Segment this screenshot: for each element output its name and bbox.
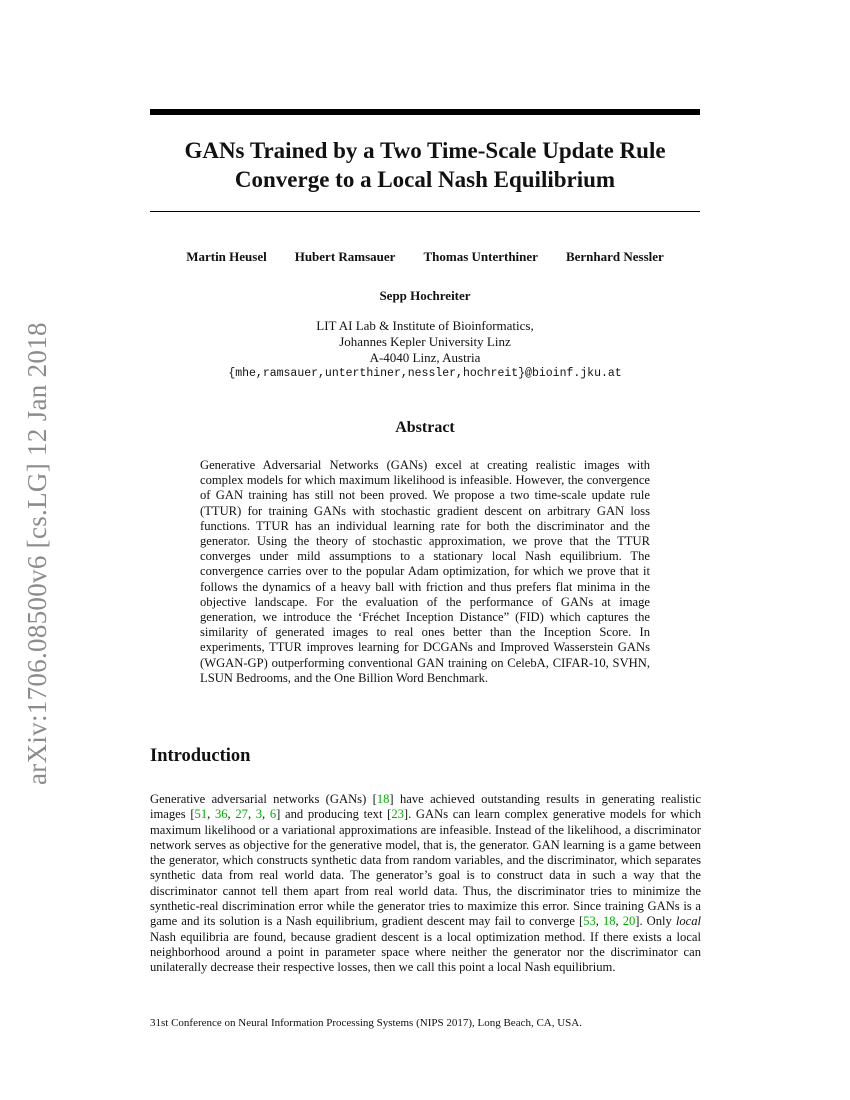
intro-text: ] and producing text [ — [276, 807, 392, 822]
citation-link[interactable]: 51 — [194, 807, 208, 822]
title-top-rule — [150, 109, 700, 115]
author-name: Bernhard Nessler — [565, 249, 664, 264]
citation-link[interactable]: 3 — [255, 807, 263, 822]
intro-text: Nash equilibria are found, because gradient descent is a local optimization method. If there exists a local neighborhood around a point in parameter space where neither the generator nor the discriminator can unilaterally decrease their respective losses, then we call this point a local Nash equilibrium. — [150, 929, 701, 975]
author-name: Sepp Hochreiter — [379, 288, 471, 303]
author-list — [150, 249, 700, 265]
title-line-2: Converge to a Local Nash Equilibrium — [234, 167, 616, 192]
citation-link[interactable]: 27 — [235, 807, 248, 822]
citation-link[interactable]: 18 — [376, 792, 390, 806]
abstract-heading: Abstract — [395, 419, 455, 436]
author-name: Thomas Unterthiner — [423, 249, 538, 264]
conference-footnote: 31st Conference on Neural Information Processing Systems (NIPS 2017), Long Beach, CA, USA. — [150, 1017, 582, 1029]
citation-link[interactable]: 20 — [622, 914, 636, 929]
affiliation-line: LIT AI Lab & Institute of Bioinformatics, — [316, 318, 534, 333]
introduction-paragraph — [150, 792, 701, 976]
intro-text: , — [227, 807, 236, 822]
citation-link[interactable]: 53 — [583, 914, 596, 929]
intro-text: , — [247, 807, 256, 822]
title-line-1: GANs Trained by a Two Time-Scale Update Rule — [184, 138, 666, 163]
intro-text: , — [207, 807, 215, 822]
title-bottom-rule — [150, 211, 700, 212]
citation-link[interactable]: 23 — [391, 807, 404, 822]
intro-text: ]. GANs can learn complex generative models for which maximum likelihood or a variational approximations are infeasible. Instead of the likelihood, a discriminator network serves as objective for the generative model, that is, the generator. GAN learning is a game between the generator, which constructs synthetic data from random variables, and the discriminator, which separates synthetic data from real world data. The generator’s goal is to construct data in such a way that the discriminator cannot tell them apart from real world data. Thus, the discriminator tries to minimize the synthetic-real discrimination error while the generator tries to maximize this error. Since training GANs is a game and its solution is a Nash equilibrium, gradient descent may fail to converge [ — [150, 807, 702, 929]
paper-title — [150, 136, 700, 194]
affiliation-line: A-4040 Linz, Austria — [369, 350, 481, 365]
intro-emphasis: local — [675, 914, 702, 929]
citation-link[interactable]: 6 — [269, 807, 277, 822]
abstract-text: Generative Adversarial Networks (GANs) excel at creating realistic images with complex models for which maximum likelihood is infeasible. However, the convergence of GAN training has still not been proved. We propose a two time-scale update rule (TTUR) for training GANs with stochastic gradient descent on arbitrary GAN loss functions. TTUR has an individual learning rate for both the discriminator and the generator. Using the theory of stochastic approximation, we prove that the TTUR converges under mild assumptions to a stationary local Nash equilibrium. The convergence carries over to the popular Adam optimization, for which we prove that it follows the dynamics of a heavy ball with friction and thus prefers flat minima in the objective landscape. For the evaluation of the performance of GANs at image generation, we introduce the ‘Fréchet Inception Distance” (FID) which captures the similarity of generated images to real ones better than the Inception Score. In experiments, TTUR improves learning for DCGANs and Improved Wasserstein GANs (WGAN-GP) outperforming conventional GAN training on CelebA, CIFAR-10, SVHN, LSUN Bedrooms, and the One Billion Word Benchmark. — [200, 458, 650, 685]
affiliation-line: Johannes Kepler University Linz — [339, 334, 511, 349]
intro-text: Generative adversarial networks (GANs) [ — [150, 792, 377, 806]
intro-text: ] have achieved outstanding results in generating realistic images [ — [150, 792, 701, 822]
intro-text: , — [262, 807, 270, 822]
intro-text: ]. Only — [635, 914, 676, 929]
arxiv-sidebar-stamp: arXiv:1706.08500v6 [cs.LG] 12 Jan 2018 — [22, 322, 52, 785]
intro-text: , — [615, 914, 623, 929]
author-name: Hubert Ramsauer — [294, 249, 396, 264]
citation-link[interactable]: 18 — [602, 914, 616, 929]
citation-link[interactable]: 36 — [214, 807, 228, 822]
introduction-heading: Introduction — [150, 746, 251, 766]
author-emails: {mhe,ramsauer,unterthiner,nessler,hochreit}@bioinf.jku.at — [228, 367, 622, 380]
author-name: Martin Heusel — [186, 249, 267, 264]
intro-text: , — [595, 914, 603, 929]
affiliation — [150, 318, 700, 382]
